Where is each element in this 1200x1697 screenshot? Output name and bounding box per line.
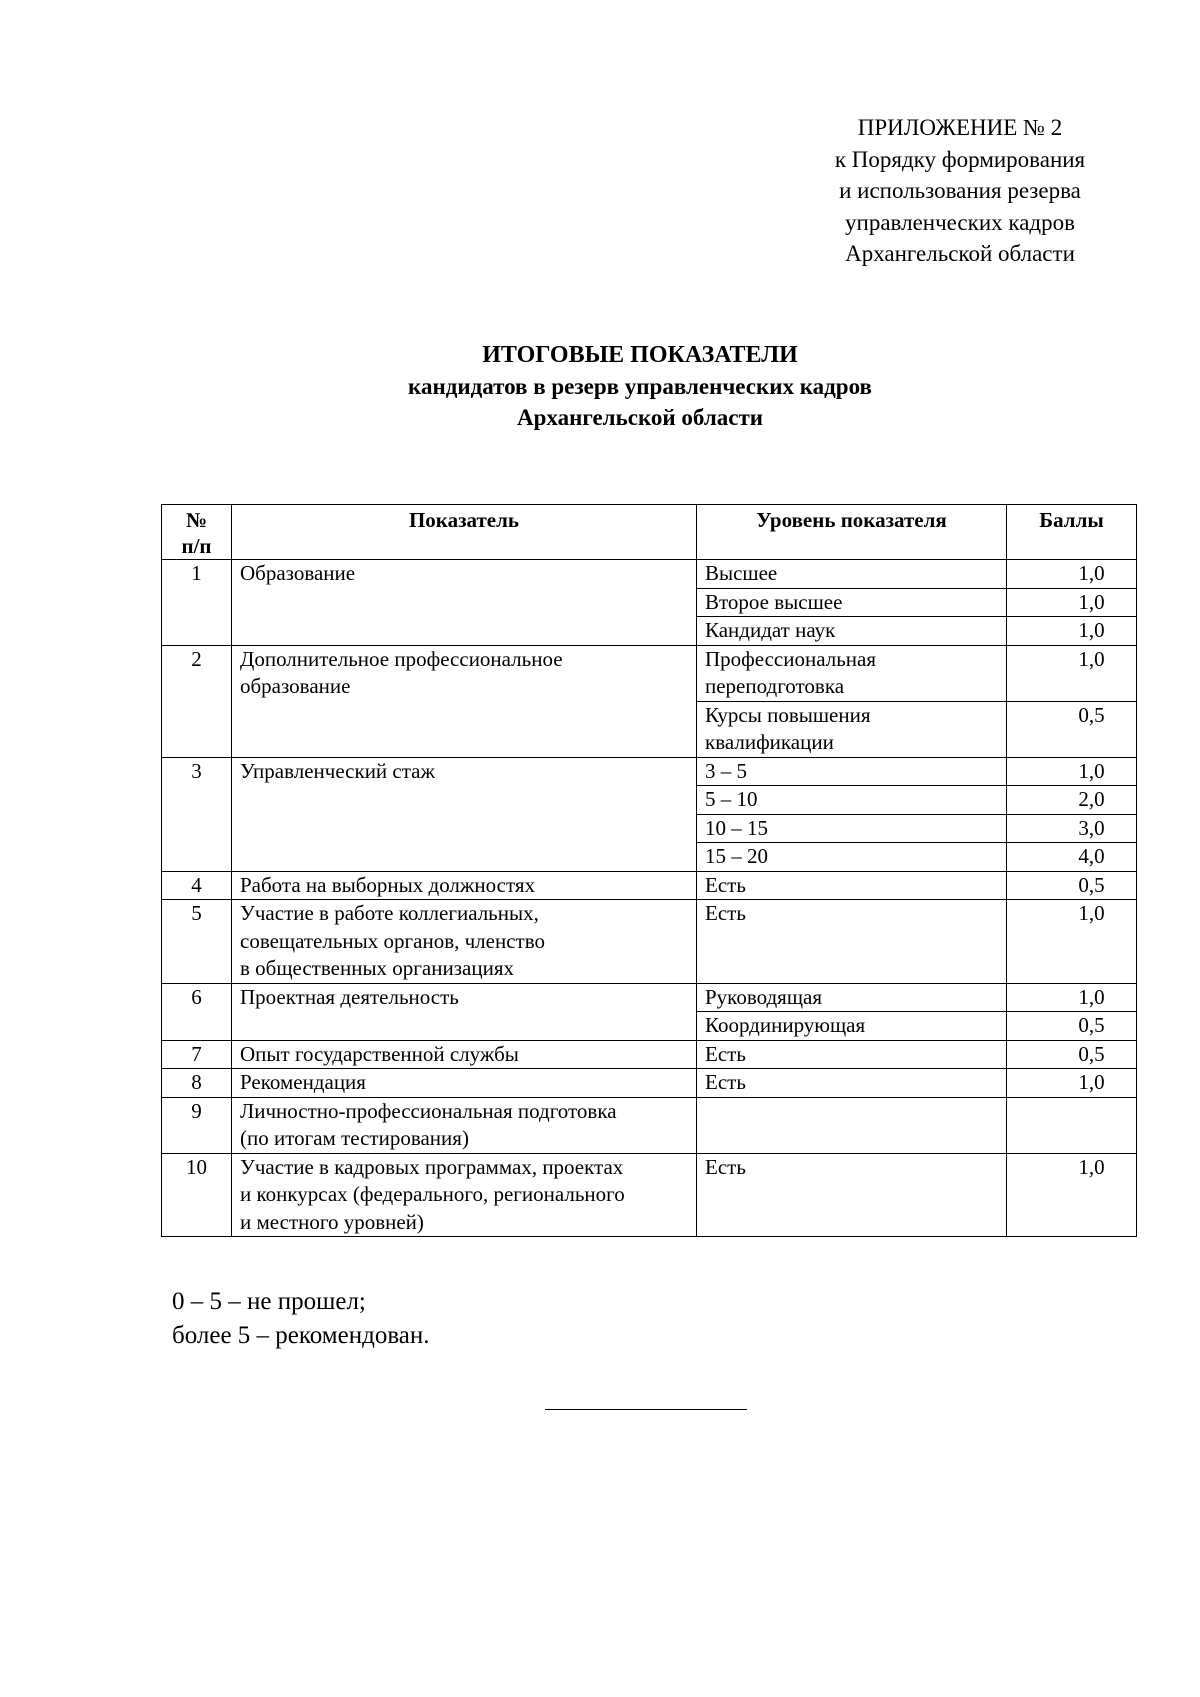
row-number: 10 xyxy=(162,1153,232,1237)
row-number: 5 xyxy=(162,900,232,984)
table-row xyxy=(162,1153,1137,1237)
level-text: Есть xyxy=(705,1070,746,1094)
title-line-1: ИТОГОВЫЕ ПОКАЗАТЕЛИ xyxy=(482,342,798,368)
row-number: 7 xyxy=(162,1040,232,1069)
indicator-text: и конкурсах (федерального, регионального xyxy=(240,1182,625,1206)
indicator-text: в общественных организациях xyxy=(240,956,514,980)
level-cell xyxy=(697,617,1007,646)
table-row xyxy=(162,1040,1137,1069)
indicator-text: совещательных органов, членство xyxy=(240,928,545,953)
table-body xyxy=(162,560,1137,1237)
header-level: Уровень показателя xyxy=(697,505,1007,560)
points-cell: 1,0 xyxy=(1007,588,1137,617)
level-cell xyxy=(697,1097,1007,1153)
level-text: Есть xyxy=(705,1154,746,1179)
table-row xyxy=(162,1097,1137,1153)
points-cell: 1,0 xyxy=(1007,560,1137,589)
header-num-line: п/п xyxy=(181,534,212,558)
points-cell: 1,0 xyxy=(1007,983,1137,1012)
header-num xyxy=(162,505,232,560)
points-cell: 1,0 xyxy=(1007,757,1137,786)
level-cell xyxy=(697,645,1007,701)
level-cell xyxy=(697,871,1007,900)
level-text: Руководящая xyxy=(705,984,822,1009)
indicator-text: Проектная деятельность xyxy=(240,984,459,1009)
appendix-line: управленческих кадров xyxy=(845,209,1075,235)
indicator-cell xyxy=(232,1097,697,1153)
points-cell: 1,0 xyxy=(1007,1153,1137,1237)
indicator-text: Работа на выборных должностях xyxy=(240,872,536,897)
title-line-3: Архангельской области xyxy=(516,405,763,430)
indicator-text: Опыт государственной службы xyxy=(240,1041,519,1066)
points-cell: 1,0 xyxy=(1007,1069,1137,1098)
level-cell xyxy=(697,900,1007,984)
indicator-cell xyxy=(232,871,697,900)
level-cell xyxy=(697,560,1007,589)
appendix-line: Архангельской области xyxy=(845,241,1075,266)
header-points: Баллы xyxy=(1007,505,1137,560)
row-number: 3 xyxy=(162,757,232,871)
row-number: 6 xyxy=(162,983,232,1040)
indicator-text: Участие в работе коллегиальных, xyxy=(240,901,539,925)
indicator-cell xyxy=(232,1069,697,1098)
indicator-cell xyxy=(232,757,697,871)
level-cell xyxy=(697,814,1007,843)
indicator-text: Образование xyxy=(240,561,356,585)
level-cell xyxy=(697,757,1007,786)
table-row xyxy=(162,757,1137,786)
document-title xyxy=(160,340,1120,433)
end-divider xyxy=(545,1409,747,1410)
indicators-table xyxy=(161,504,1137,1237)
points-cell: 1,0 xyxy=(1007,900,1137,984)
indicator-text: Дополнительное профессиональное xyxy=(240,646,563,671)
row-number: 4 xyxy=(162,871,232,900)
scoring-notes xyxy=(172,1285,430,1353)
indicator-text: Управленческий стаж xyxy=(240,758,435,783)
level-cell xyxy=(697,1153,1007,1237)
indicator-cell xyxy=(232,900,697,984)
level-cell xyxy=(697,588,1007,617)
table-row xyxy=(162,1069,1137,1098)
level-text: Есть xyxy=(705,1041,746,1066)
level-text: квалификации xyxy=(705,730,834,754)
level-text: Есть xyxy=(705,872,746,897)
level-text: Высшее xyxy=(705,561,778,585)
points-cell: 4,0 xyxy=(1007,843,1137,872)
row-number: 2 xyxy=(162,645,232,757)
table-row xyxy=(162,871,1137,900)
level-text: Второе высшее xyxy=(705,589,843,614)
level-cell xyxy=(697,843,1007,872)
points-cell: 0,5 xyxy=(1007,1040,1137,1069)
level-cell xyxy=(697,1040,1007,1069)
appendix-header xyxy=(795,112,1125,270)
level-text: Профессиональная xyxy=(705,646,877,671)
row-number: 8 xyxy=(162,1069,232,1098)
indicator-text: Участие в кадровых программах, проектах xyxy=(240,1154,624,1179)
title-line-2: кандидатов в резерв управленческих кадров xyxy=(408,374,872,399)
level-text: переподготовка xyxy=(705,674,845,698)
level-cell xyxy=(697,701,1007,757)
indicator-cell xyxy=(232,983,697,1040)
points-cell: 1,0 xyxy=(1007,645,1137,701)
indicator-cell xyxy=(232,1153,697,1237)
indicator-text: и местного уровней) xyxy=(240,1209,424,1234)
level-text: Кандидат наук xyxy=(705,618,836,642)
points-cell xyxy=(1007,1097,1137,1153)
row-number: 1 xyxy=(162,560,232,646)
level-cell xyxy=(697,786,1007,815)
appendix-line: ПРИЛОЖЕНИЕ № 2 xyxy=(857,115,1063,140)
level-cell xyxy=(697,1012,1007,1041)
level-text: 3 – 5 xyxy=(705,758,747,783)
table-header-row xyxy=(162,505,1137,560)
level-cell xyxy=(697,983,1007,1012)
points-cell: 0,5 xyxy=(1007,701,1137,757)
indicator-text: Личностно-профессиональная подготовка xyxy=(240,1098,617,1123)
header-indicator: Показатель xyxy=(232,505,697,560)
points-cell: 0,5 xyxy=(1007,1012,1137,1041)
appendix-line: и использования резерва xyxy=(839,178,1081,203)
indicator-text: Рекомендация xyxy=(240,1070,366,1094)
level-text: Курсы повышения xyxy=(705,702,871,727)
indicator-cell xyxy=(232,645,697,757)
level-text: 5 – 10 xyxy=(705,787,758,811)
points-cell: 2,0 xyxy=(1007,786,1137,815)
table-row xyxy=(162,900,1137,984)
level-text xyxy=(705,1098,998,1125)
level-cell xyxy=(697,1069,1007,1098)
row-number: 9 xyxy=(162,1097,232,1153)
appendix-line: к Порядку формирования xyxy=(834,146,1086,172)
note-line: более 5 – рекомендован. xyxy=(172,1322,430,1349)
level-text: Координирующая xyxy=(705,1013,866,1037)
table-row xyxy=(162,560,1137,589)
points-cell: 0,5 xyxy=(1007,871,1137,900)
indicator-cell xyxy=(232,560,697,646)
table-row xyxy=(162,645,1137,701)
level-text: 15 – 20 xyxy=(705,844,768,868)
header-num-line: № xyxy=(185,508,208,532)
indicator-cell xyxy=(232,1040,697,1069)
level-text: 10 – 15 xyxy=(705,815,768,840)
points-cell: 1,0 xyxy=(1007,617,1137,646)
indicator-text: образование xyxy=(240,674,351,698)
level-text: Есть xyxy=(705,901,746,925)
table-row xyxy=(162,983,1137,1012)
indicator-text: (по итогам тестирования) xyxy=(240,1126,469,1150)
points-cell: 3,0 xyxy=(1007,814,1137,843)
note-line: 0 – 5 – не прошел; xyxy=(172,1288,366,1315)
